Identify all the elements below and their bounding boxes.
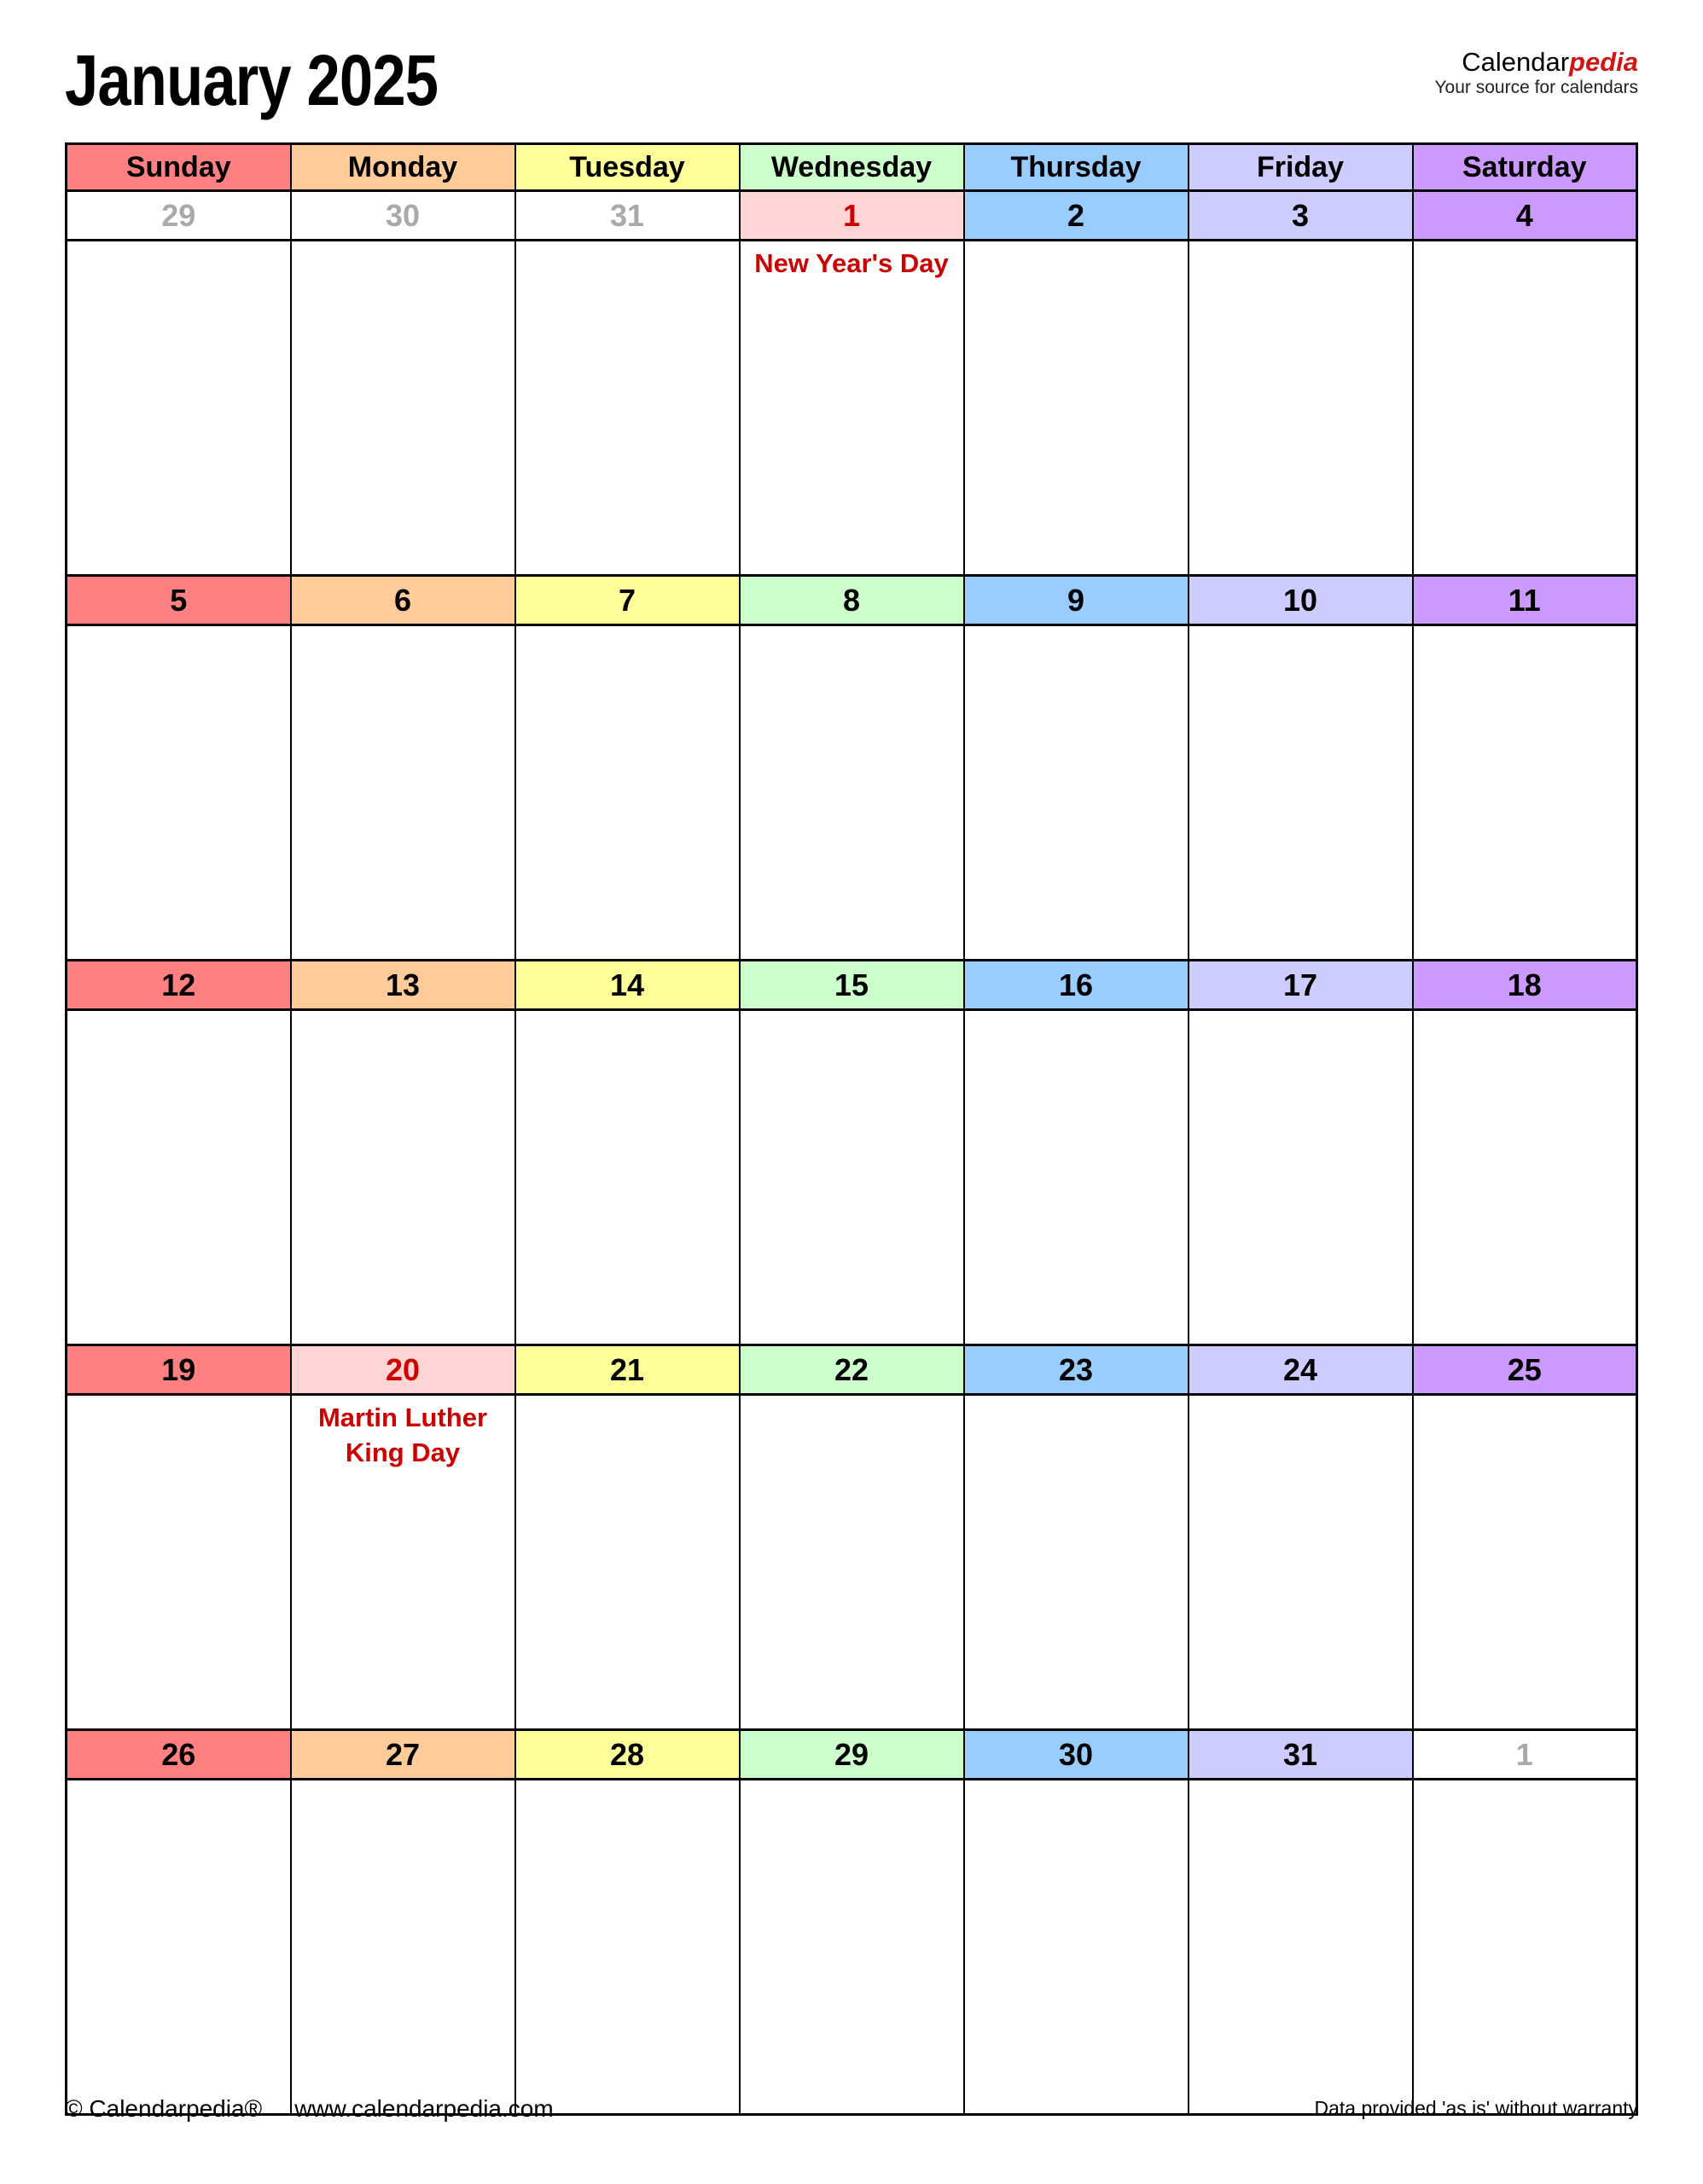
day-body-cell <box>515 241 740 576</box>
date-cell-19: 19 <box>67 1345 291 1395</box>
calendar-table <box>65 142 1638 2116</box>
date-cell-28: 28 <box>515 1730 740 1780</box>
page-title: January 2025 <box>65 40 439 120</box>
date-cell-9: 9 <box>964 576 1189 625</box>
footer-copyright: © Calendarpedia® <box>65 2095 263 2122</box>
date-cell-31: 31 <box>515 191 740 241</box>
weekday-header-row <box>67 144 1637 191</box>
date-cell-21: 21 <box>515 1345 740 1395</box>
weekday-header-saturday: Saturday <box>1413 144 1637 191</box>
date-cell-16: 16 <box>964 961 1189 1010</box>
day-body-cell <box>291 1010 515 1345</box>
day-body-cell <box>67 1780 291 2115</box>
day-body-cell <box>67 241 291 576</box>
date-cell-18: 18 <box>1413 961 1637 1010</box>
day-body-cell <box>964 1780 1189 2115</box>
date-cell-30: 30 <box>291 191 515 241</box>
brand-name-red: pedia <box>1569 47 1638 77</box>
brand-tagline: Your source for calendars <box>1434 78 1638 98</box>
date-cell-22: 22 <box>740 1345 964 1395</box>
date-cell-26: 26 <box>67 1730 291 1780</box>
day-body-cell <box>1413 1010 1637 1345</box>
date-cell-29: 29 <box>740 1730 964 1780</box>
calendar-container <box>65 142 1638 2116</box>
brand-name <box>1434 48 1638 77</box>
holiday-label: New Year's Day <box>754 248 949 278</box>
weekday-header-sunday: Sunday <box>67 144 291 191</box>
calendar-body <box>67 191 1637 2115</box>
day-body-cell <box>964 241 1189 576</box>
day-body-cell <box>1413 625 1637 961</box>
day-body-cell <box>67 1395 291 1730</box>
date-cell-6: 6 <box>291 576 515 625</box>
day-body-cell <box>291 241 515 576</box>
brand-name-black: Calendar <box>1462 47 1570 77</box>
weekday-header-tuesday: Tuesday <box>515 144 740 191</box>
day-body-cell <box>1189 625 1413 961</box>
date-cell-14: 14 <box>515 961 740 1010</box>
day-body-cell <box>1189 1395 1413 1730</box>
day-body-cell <box>1189 241 1413 576</box>
day-body-cell <box>291 1780 515 2115</box>
day-body-cell <box>740 1395 964 1730</box>
date-cell-2: 2 <box>964 191 1189 241</box>
day-body-cell <box>1413 1780 1637 2115</box>
date-cell-8: 8 <box>740 576 964 625</box>
date-cell-12: 12 <box>67 961 291 1010</box>
day-body-cell <box>740 241 964 576</box>
day-body-cell <box>515 1780 740 2115</box>
date-cell-31: 31 <box>1189 1730 1413 1780</box>
day-body-cell <box>964 1395 1189 1730</box>
date-cell-25: 25 <box>1413 1345 1637 1395</box>
day-body-cell <box>1189 1780 1413 2115</box>
date-cell-27: 27 <box>291 1730 515 1780</box>
holiday-label: Martin Luther King Day <box>317 1403 488 1467</box>
day-body-cell <box>515 625 740 961</box>
weekday-header-friday: Friday <box>1189 144 1413 191</box>
date-cell-23: 23 <box>964 1345 1189 1395</box>
footer-disclaimer: Data provided 'as is' without warranty <box>1314 2097 1638 2119</box>
date-cell-11: 11 <box>1413 576 1637 625</box>
day-body-cell <box>1413 1395 1637 1730</box>
date-cell-3: 3 <box>1189 191 1413 241</box>
date-cell-4: 4 <box>1413 191 1637 241</box>
date-cell-24: 24 <box>1189 1345 1413 1395</box>
day-body-cell <box>291 1395 515 1730</box>
day-body-cell <box>291 625 515 961</box>
date-cell-1: 1 <box>1413 1730 1637 1780</box>
footer <box>65 2095 1638 2123</box>
day-body-cell <box>964 625 1189 961</box>
date-cell-13: 13 <box>291 961 515 1010</box>
footer-left <box>65 2095 554 2123</box>
weekday-header-monday: Monday <box>291 144 515 191</box>
date-cell-20: 20 <box>291 1345 515 1395</box>
day-body-cell <box>1189 1010 1413 1345</box>
date-cell-5: 5 <box>67 576 291 625</box>
day-body-cell <box>67 1010 291 1345</box>
weekday-header-thursday: Thursday <box>964 144 1189 191</box>
weekday-header-wednesday: Wednesday <box>740 144 964 191</box>
day-body-cell <box>1413 241 1637 576</box>
date-cell-30: 30 <box>964 1730 1189 1780</box>
date-cell-15: 15 <box>740 961 964 1010</box>
day-body-cell <box>740 1010 964 1345</box>
day-body-cell <box>515 1395 740 1730</box>
date-cell-29: 29 <box>67 191 291 241</box>
date-cell-1: 1 <box>740 191 964 241</box>
date-cell-17: 17 <box>1189 961 1413 1010</box>
day-body-cell <box>67 625 291 961</box>
date-cell-7: 7 <box>515 576 740 625</box>
day-body-cell <box>740 1780 964 2115</box>
day-body-cell <box>740 625 964 961</box>
brand-logo[interactable] <box>1434 48 1638 97</box>
date-cell-10: 10 <box>1189 576 1413 625</box>
day-body-cell <box>515 1010 740 1345</box>
day-body-cell <box>964 1010 1189 1345</box>
footer-url[interactable]: www.calendarpedia.com <box>294 2095 554 2122</box>
